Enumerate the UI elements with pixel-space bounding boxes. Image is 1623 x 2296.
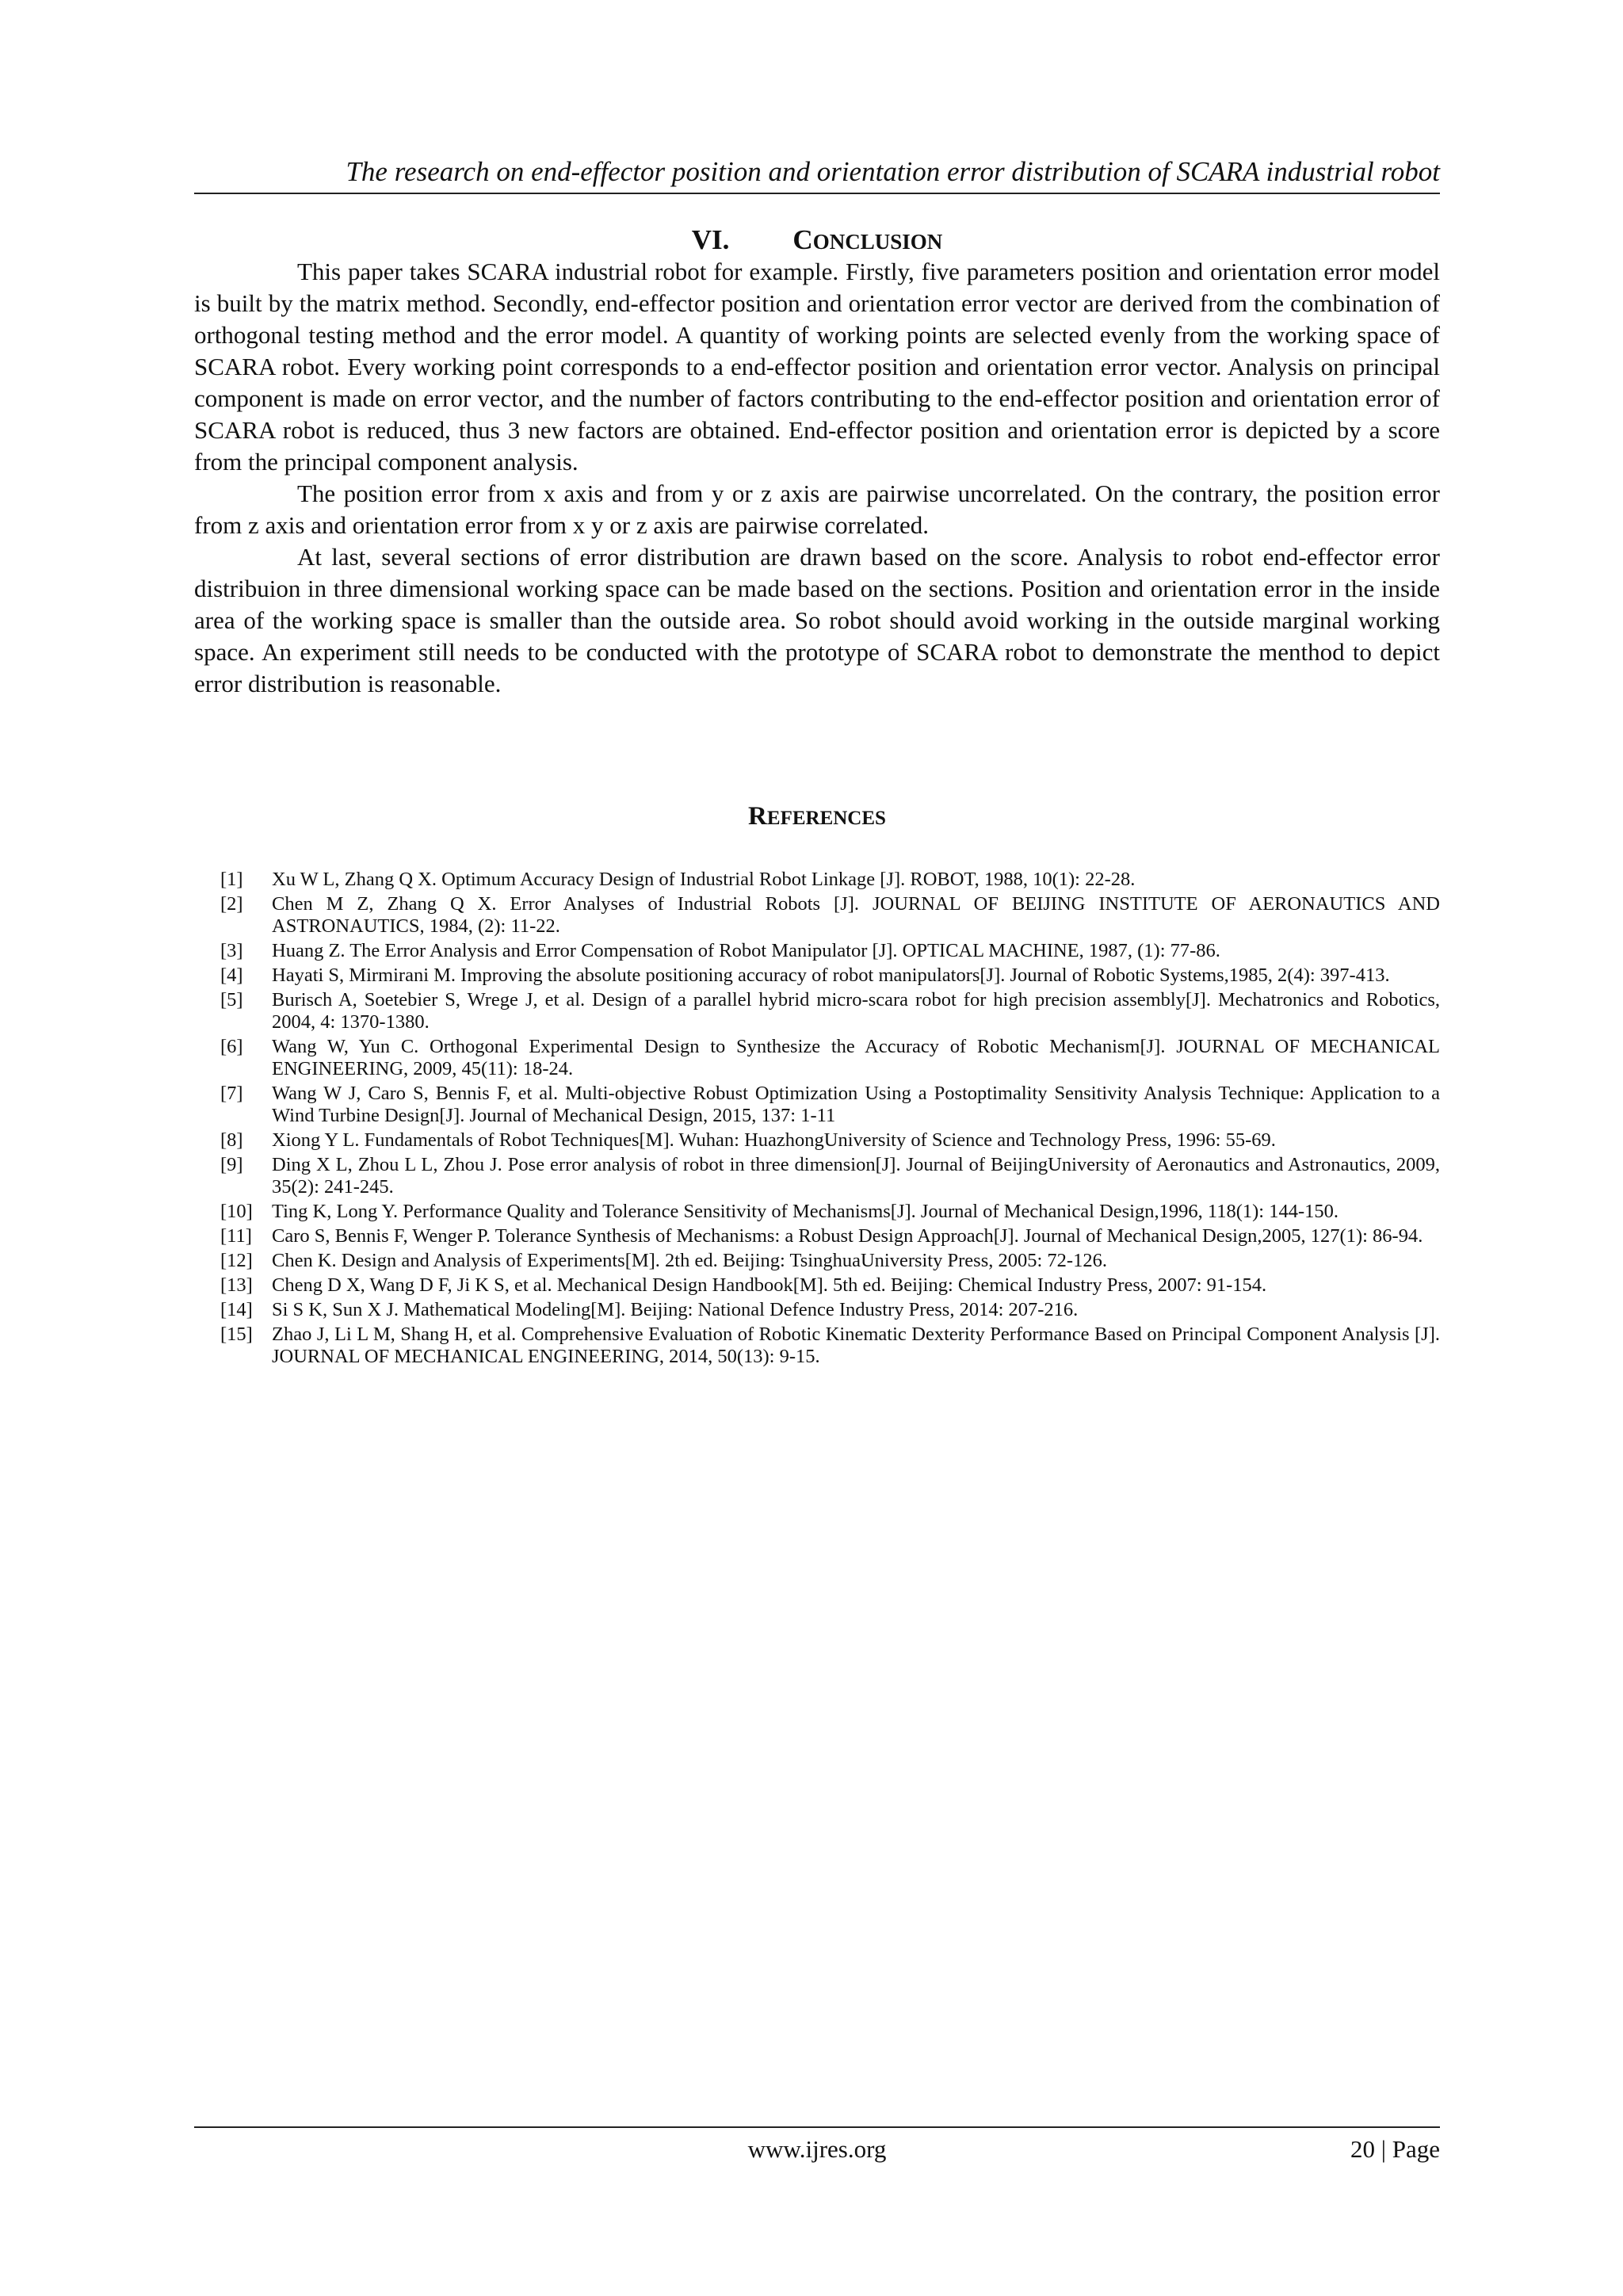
reference-text: Ding X L, Zhou L L, Zhou J. Pose error analysis of robot in three dimension[J]. Journal of BeijingUniversity of Aeronautics and Astronautics, 2009, 35(2): 241-245.	[272, 1154, 1440, 1198]
reference-number: [4]	[220, 965, 243, 986]
reference-text: Burisch A, Soetebier S, Wrege J, et al. Design of a parallel hybrid micro-scara robot for high precision assembly[J]. Mechatronics and Robotics, 2004, 4: 1370-1380.	[272, 989, 1440, 1033]
reference-item	[220, 1225, 1440, 1247]
reference-item	[220, 1129, 1440, 1152]
running-title: The research on end-effector position and orientation error distribution of SCARA industrial robot	[346, 156, 1440, 187]
reference-number: [9]	[220, 1154, 243, 1175]
reference-number: [11]	[220, 1225, 252, 1247]
reference-number: [14]	[220, 1299, 253, 1320]
reference-text: Wang W, Yun C. Orthogonal Experimental Design to Synthesize the Accuracy of Robotic Mechanism[J]. JOURNAL OF MECHANICAL ENGINEERING, 2009, 45(11): 18-24.	[272, 1036, 1440, 1079]
reference-number: [8]	[220, 1129, 243, 1151]
reference-number: [3]	[220, 940, 243, 961]
reference-item	[220, 1201, 1440, 1223]
reference-text: Xiong Y L. Fundamentals of Robot Techniques[M]. Wuhan: HuazhongUniversity of Science and Technology Press, 1996: 55-69.	[272, 1129, 1276, 1151]
section-title-initial: C	[792, 224, 813, 255]
references-heading	[194, 800, 1440, 835]
reference-number: [2]	[220, 893, 243, 915]
reference-text: Caro S, Bennis F, Wenger P. Tolerance Synthesis of Mechanisms: a Robust Design Approach[J]. Journal of Mechanical Design,2005, 127(1): 86-94.	[272, 1225, 1423, 1247]
reference-text: Ting K, Long Y. Performance Quality and Tolerance Sensitivity of Mechanisms[J]. Journal of Mechanical Design,1996, 118(1): 144-150.	[272, 1201, 1338, 1222]
reference-number: [13]	[220, 1274, 253, 1296]
reference-number: [15]	[220, 1324, 253, 1345]
reference-text: Cheng D X, Wang D F, Ji K S, et al. Mechanical Design Handbook[M]. 5th ed. Beijing: Chemical Industry Press, 2007: 91-154.	[272, 1274, 1267, 1296]
reference-item	[220, 1250, 1440, 1272]
reference-number: [10]	[220, 1201, 253, 1222]
reference-text: Chen M Z, Zhang Q X. Error Analyses of Industrial Robots [J]. JOURNAL OF BEIJING INSTITUTE OF AERONAUTICS AND ASTRONAUTICS, 1984, (2): 11-22.	[272, 893, 1440, 937]
section-title-rest: ONCLUSION	[812, 230, 943, 254]
footer-rule	[194, 2126, 1440, 2128]
reference-number: [1]	[220, 869, 243, 890]
reference-item	[220, 989, 1440, 1033]
reference-number: [7]	[220, 1083, 243, 1104]
reference-item	[220, 869, 1440, 891]
reference-number: [12]	[220, 1250, 253, 1271]
reference-text: Huang Z. The Error Analysis and Error Compensation of Robot Manipulator [J]. OPTICAL MACHINE, 1987, (1): 77-86.	[272, 940, 1220, 961]
references-title-rest: EFERENCES	[766, 808, 886, 829]
reference-item	[220, 1036, 1440, 1080]
reference-text: Chen K. Design and Analysis of Experiments[M]. 2th ed. Beijing: TsinghuaUniversity Press, 2005: 72-126.	[272, 1250, 1107, 1271]
reference-number: [6]	[220, 1036, 243, 1057]
conclusion-paragraph: This paper takes SCARA industrial robot for example. Firstly, five parameters position and orientation error model is built by the matrix method. Secondly, end-effector position and orientation error vector are derived from the combination of orthogonal testing method and the error model. A quantity of working points are selected evenly from the working space of SCARA robot. Every working point corresponds to a end-effector position and orientation error vector. Analysis on principal component is made on error vector, and the number of factors contributing to the end-effector position and orientation error of SCARA robot is reduced, thus 3 new factors are obtained. End-effector position and orientation error is depicted by a score from the principal component analysis.	[194, 258, 1440, 476]
reference-number: [5]	[220, 989, 243, 1010]
reference-list	[220, 869, 1440, 1370]
reference-item	[220, 893, 1440, 938]
reference-text: Si S K, Sun X J. Mathematical Modeling[M]. Beijing: National Defence Industry Press, 2014: 207-216.	[272, 1299, 1079, 1320]
reference-text: Xu W L, Zhang Q X. Optimum Accuracy Design of Industrial Robot Linkage [J]. ROBOT, 1988, 10(1): 22-28.	[272, 869, 1136, 890]
header-rule	[194, 193, 1440, 194]
conclusion-paragraph: At last, several sections of error distribution are drawn based on the score. Analysis to robot end-effector error distribuion in three dimensional working space can be made based on the sections. Position and orientation error in the inside area of the working space is smaller than the outside area. So robot should avoid working in the outside marginal working space. An experiment still needs to be conducted with the prototype of SCARA robot to demonstrate the menthod to depict error distribution is reasonable.	[194, 543, 1440, 697]
footer-website: www.ijres.org	[747, 2135, 887, 2163]
reference-text: Wang W J, Caro S, Bennis F, et al. Multi-objective Robust Optimization Using a Postoptimality Sensitivity Analysis Technique: Application to a Wind Turbine Design[J]. Journal of Mechanical Design, 2015, 137: 1-11	[272, 1083, 1440, 1126]
reference-item	[220, 1083, 1440, 1127]
reference-item	[220, 1274, 1440, 1297]
conclusion-paragraph: The position error from x axis and from y or z axis are pairwise uncorrelated. On the contrary, the position error from z axis and orientation error from x y or z axis are pairwise correlated.	[194, 479, 1440, 539]
footer-page-number: 20 | Page	[1350, 2135, 1440, 2163]
reference-text: Hayati S, Mirmirani M. Improving the absolute positioning accuracy of robot manipulators[J]. Journal of Robotic Systems,1985, 2(4): 397-413.	[272, 965, 1390, 986]
reference-item	[220, 1154, 1440, 1198]
reference-item	[220, 1324, 1440, 1368]
reference-text: Zhao J, Li L M, Shang H, et al. Comprehensive Evaluation of Robotic Kinematic Dexterity Performance Based on Principal Component Analysis [J]. JOURNAL OF MECHANICAL ENGINEERING, 2014, 50(13): 9-15.	[272, 1324, 1440, 1367]
section-heading	[194, 223, 1440, 258]
conclusion-body	[194, 256, 1440, 700]
references-title-initial: R	[748, 802, 767, 831]
reference-item	[220, 940, 1440, 962]
reference-item	[220, 1299, 1440, 1321]
reference-item	[220, 965, 1440, 987]
section-number: VI.	[691, 224, 730, 255]
